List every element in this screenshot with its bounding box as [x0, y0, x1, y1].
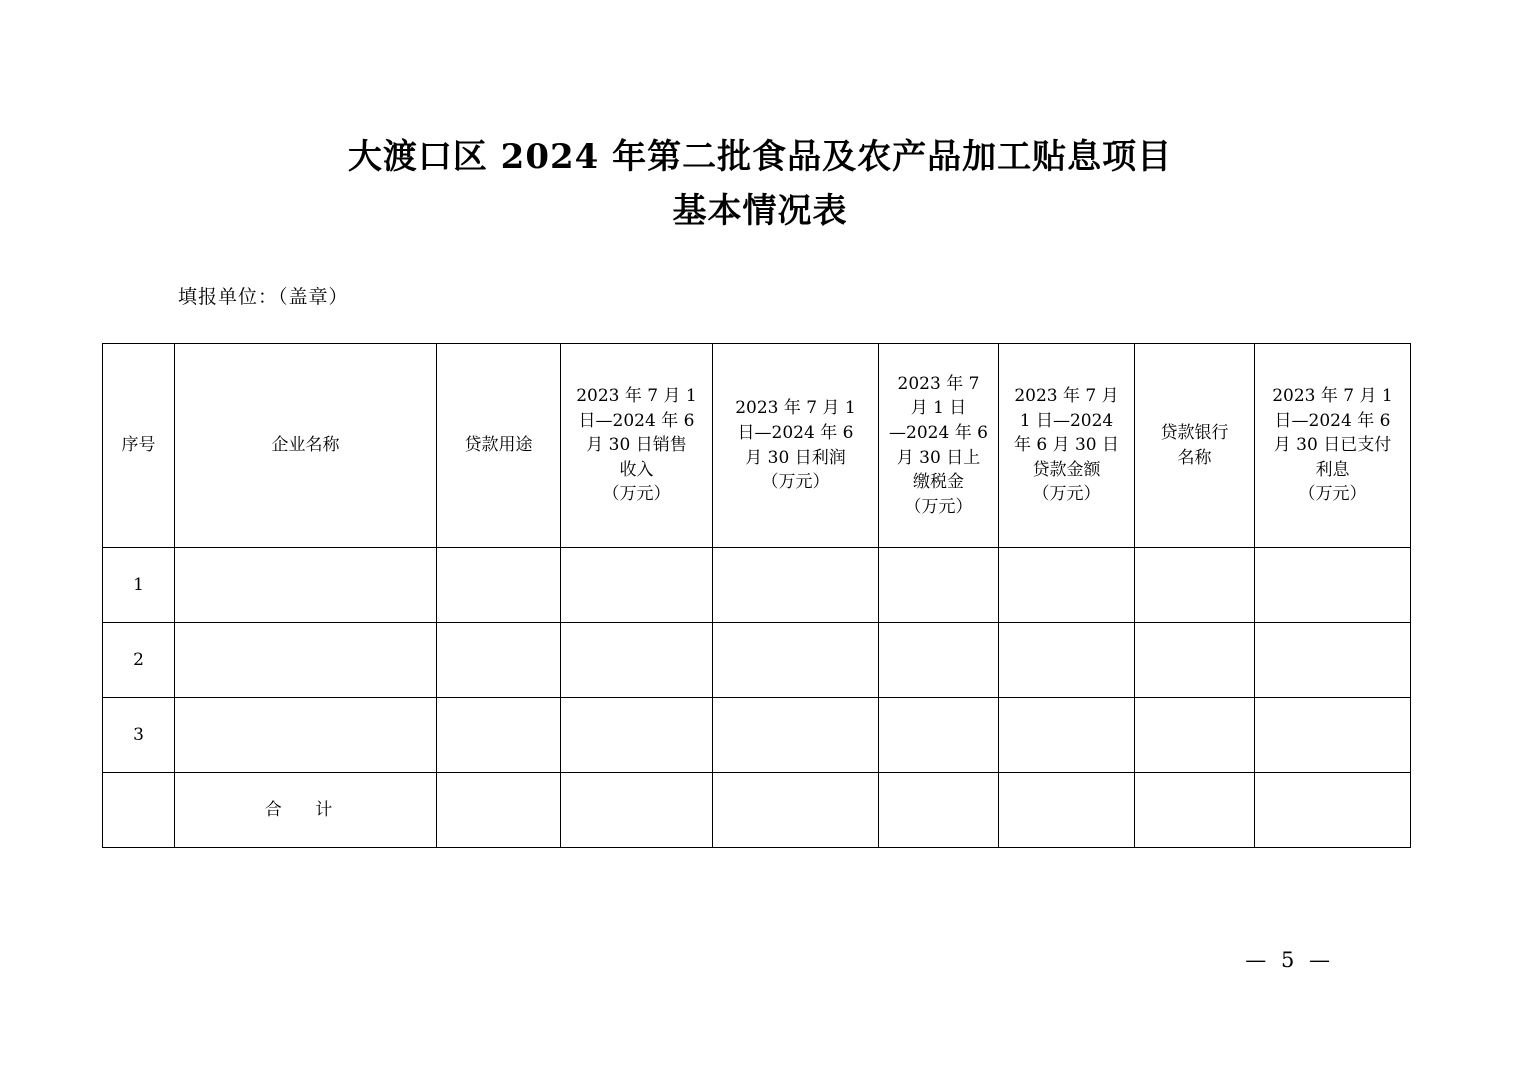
cell-purpose-total[interactable]: [437, 773, 561, 848]
cell-seq: 1: [103, 548, 175, 623]
cell-tax-total[interactable]: [879, 773, 999, 848]
cell-sales[interactable]: [561, 698, 713, 773]
cell-interest[interactable]: [1255, 698, 1411, 773]
cell-interest[interactable]: [1255, 548, 1411, 623]
cell-profit[interactable]: [713, 548, 879, 623]
cell-profit[interactable]: [713, 698, 879, 773]
cell-profit-total[interactable]: [713, 773, 879, 848]
cell-purpose[interactable]: [437, 548, 561, 623]
cell-purpose[interactable]: [437, 623, 561, 698]
header-interest-paid: 2023 年 7 月 1 日—2024 年 6 月 30 日已支付 利息 （万元）: [1255, 344, 1411, 548]
cell-tax[interactable]: [879, 548, 999, 623]
cell-loan[interactable]: [999, 548, 1135, 623]
cell-bank[interactable]: [1135, 548, 1255, 623]
cell-seq-total: [103, 773, 175, 848]
cell-seq: 2: [103, 623, 175, 698]
cell-bank-total[interactable]: [1135, 773, 1255, 848]
cell-company[interactable]: [175, 698, 437, 773]
cell-company[interactable]: [175, 548, 437, 623]
cell-sales-total[interactable]: [561, 773, 713, 848]
header-company-name: 企业名称: [175, 344, 437, 548]
table-row: [103, 548, 1411, 623]
cell-interest[interactable]: [1255, 623, 1411, 698]
title-line-1: 大渡口区 2024 年第二批食品及农产品加工贴息项目: [347, 137, 1173, 177]
header-sales-revenue: 2023 年 7 月 1 日—2024 年 6 月 30 日销售 收入 （万元）: [561, 344, 713, 548]
header-loan-amount: 2023 年 7 月 1 日—2024 年 6 月 30 日 贷款金额 （万元）: [999, 344, 1135, 548]
cell-sales[interactable]: [561, 623, 713, 698]
cell-interest-total[interactable]: [1255, 773, 1411, 848]
cell-loan[interactable]: [999, 623, 1135, 698]
cell-sales[interactable]: [561, 548, 713, 623]
header-profit: 2023 年 7 月 1 日—2024 年 6 月 30 日利润 （万元）: [713, 344, 879, 548]
header-seq: 序号: [103, 344, 175, 548]
cell-loan[interactable]: [999, 698, 1135, 773]
cell-seq: 3: [103, 698, 175, 773]
cell-loan-total[interactable]: [999, 773, 1135, 848]
header-tax-paid: 2023 年 7 月 1 日 —2024 年 6 月 30 日上 缴税金 （万元）: [879, 344, 999, 548]
document-title: [100, 130, 1420, 239]
cell-tax[interactable]: [879, 623, 999, 698]
cell-company[interactable]: [175, 623, 437, 698]
cell-bank[interactable]: [1135, 623, 1255, 698]
header-loan-purpose: 贷款用途: [437, 344, 561, 548]
page-number: — 5 —: [1245, 948, 1334, 972]
total-label: 合 计: [175, 773, 437, 848]
table-row: [103, 698, 1411, 773]
title-line-2: 基本情况表: [672, 191, 848, 232]
cell-purpose[interactable]: [437, 698, 561, 773]
cell-profit[interactable]: [713, 623, 879, 698]
table-row: [103, 623, 1411, 698]
table-header-row: [103, 344, 1411, 548]
header-loan-bank: 贷款银行 名称: [1135, 344, 1255, 548]
reporting-unit-label: 填报单位：（盖章）: [178, 286, 349, 308]
cell-bank[interactable]: [1135, 698, 1255, 773]
table-total-row: [103, 773, 1411, 848]
project-basic-info-table: [102, 343, 1411, 848]
cell-tax[interactable]: [879, 698, 999, 773]
